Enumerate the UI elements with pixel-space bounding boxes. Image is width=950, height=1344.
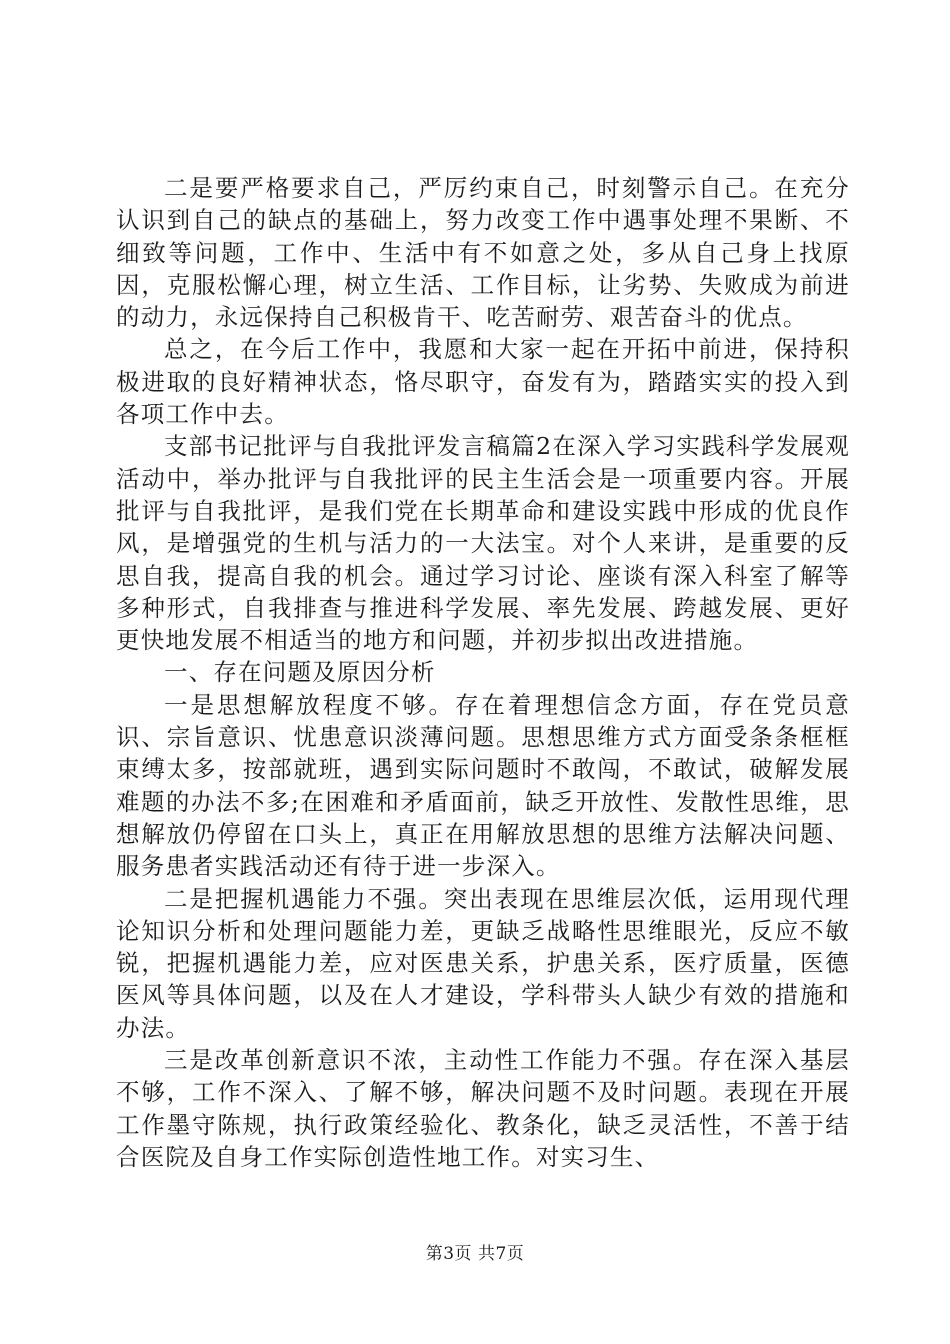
paragraph-self-discipline: 二是要严格要求自己，严厉约束自己，时刻警示自己。在充分认识到自己的缺点的基础上，努力改变工作中遇事处理不果断、不细致等问题，工作中、生活中有不如意之处，多从自己身上找原因，克服松懈心理，树立生活、工作目标，让劣势、失败成为前进的动力，永远保持自己积极肯干、吃苦耐劳、艰苦奋斗的优点。 [116, 174, 850, 332]
page-number-footer: 第3页 共7页 [425, 1244, 525, 1264]
paragraph-innovation: 三是改革创新意识不浓，主动性工作能力不强。存在深入基层不够，工作不深入、了解不够，解决问题不及时问题。表现在开展工作墨守陈规，执行政策经验化、教条化，缺乏灵活性，不善于结合医院及自身工作实际创造性地工作。对实习生、 [116, 1046, 850, 1171]
document-body [116, 172, 850, 1173]
paragraph-speech-intro: 支部书记批评与自我批评发言稿篇2在深入学习实践科学发展观活动中，举办批评与自我批评的民主生活会是一项重要内容。开展批评与自我批评，是我们党在长期革命和建设实践中形成的优良作风，是增强党的生机与活力的一大法宝。对个人来讲，是重要的反思自我，提高自我的机会。通过学习讨论、座谈有深入科室了解等多种形式，自我排查与推进科学发展、率先发展、跨越发展、更好更快地发展不相适当的地方和问题，并初步拟出改进措施。 [116, 432, 850, 655]
paragraph-thought-liberation: 一是思想解放程度不够。存在着理想信念方面，存在党员意识、宗旨意识、忧患意识淡薄问题。思想思维方式方面受条条框框束缚太多，按部就班，遇到实际问题时不敢闯，不敢试，破解发展难题的办法不多;在困难和矛盾面前，缺乏开放性、发散性思维，思想解放仍停留在口头上，真正在用解放思想的思维方法解决问题、服务患者实践活动还有待于进一步深入。 [116, 690, 850, 881]
section-heading-problems: 一、存在问题及原因分析 [164, 658, 436, 687]
paragraph-conclusion: 总之，在今后工作中，我愿和大家一起在开拓中前进，保持积极进取的良好精神状态，恪尽职守，奋发有为，踏踏实实的投入到各项工作中去。 [116, 335, 850, 429]
paragraph-opportunity: 二是把握机遇能力不强。突出表现在思维层次低，运用现代理论知识分析和处理问题能力差，更缺乏战略性思维眼光，反应不敏锐，把握机遇能力差，应对医患关系，护患关系，医疗质量，医德医风等具体问题，以及在人才建设，学科带头人缺少有效的措施和办法。 [116, 884, 850, 1042]
